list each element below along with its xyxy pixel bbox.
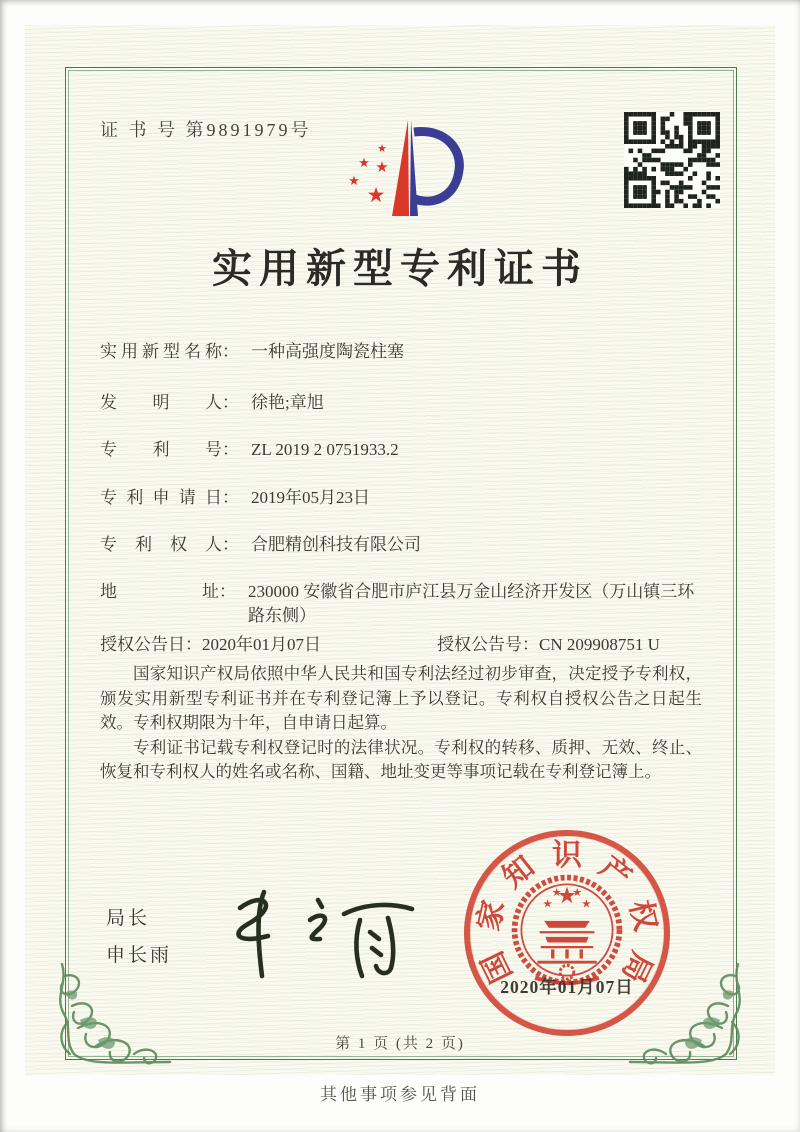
field-row-name: 实用新型名称 ： 一种高强度陶瓷柱塞 xyxy=(100,340,404,364)
field-label: 地址 xyxy=(100,582,219,601)
field-value: 合肥精创科技有限公司 xyxy=(251,535,421,554)
cnipa-logo-icon xyxy=(330,110,478,230)
field-value: 一种高强度陶瓷柱塞 xyxy=(251,342,404,361)
national-emblem-icon xyxy=(510,870,624,990)
grant-number: 授权公告号：CN 209908751 U xyxy=(437,635,660,654)
floral-corner-ornament-icon xyxy=(44,962,172,1080)
field-row-patentee: 专利权人 ： 合肥精创科技有限公司 xyxy=(100,533,421,557)
svg-text:★: ★ xyxy=(366,183,386,207)
svg-text:★: ★ xyxy=(348,174,360,189)
signer-name: 申长雨 xyxy=(106,945,173,966)
seal-date: 2020年01月07日 xyxy=(500,977,634,997)
document-title: 实用新型专利证书 xyxy=(212,246,588,291)
qr-code-icon xyxy=(624,112,720,208)
paragraph-grant-statement: 国家知识产权局依照中华人民共和国专利法经过初步审查，决定授予专利权，颁发实用新型专利证书并在专利登记簿上予以登记。专利权自授权公告之日起生效。专利权期限为十年，自申请日起算。 xyxy=(100,664,702,732)
field-value: 徐艳;章旭 xyxy=(251,393,324,412)
field-row-inventors: 发明人 ： 徐艳;章旭 xyxy=(100,391,324,415)
svg-text:★: ★ xyxy=(375,158,389,176)
field-value: ZL 2019 2 0751933.2 xyxy=(251,440,399,459)
back-note: 其他事项参见背面 xyxy=(320,1085,480,1104)
paragraph-register-statement: 专利证书记载专利权登记时的法律状况。专利权的转移、质押、无效、终止、恢复和专利权人的姓名或名称、国籍、地址变更等事项记载在专利登记簿上。 xyxy=(100,737,702,781)
cnipa-round-seal: 国 家 知 识 产 权 局 xyxy=(464,830,670,1036)
legal-paragraphs xyxy=(100,662,702,785)
field-row-filing-date: 专利申请日 ： 2019年05月23日 xyxy=(100,486,370,510)
certificate-number: 证 书 号 第9891979号 xyxy=(100,120,312,140)
field-label: 专利权人 xyxy=(100,535,222,554)
field-label: 发明人 xyxy=(100,393,222,412)
field-value: 230000 安徽省合肥市庐江县万金山经济开发区（万山镇三环路东侧） xyxy=(248,582,695,625)
grant-date: 授权公告日：2020年01月07日 xyxy=(100,635,321,654)
field-row-address: 地址 ： 230000 安徽省合肥市庐江县万金山经济开发区（万山镇三环路东侧） xyxy=(100,580,710,628)
signer-title: 局长 xyxy=(106,908,151,929)
svg-text:★: ★ xyxy=(358,156,370,171)
field-label: 专利申请日 xyxy=(100,488,222,507)
field-label: 实用新型名称 xyxy=(100,342,222,361)
field-value: 2019年05月23日 xyxy=(251,488,370,507)
field-row-patent-number: 专利号 ： ZL 2019 2 0751933.2 xyxy=(100,438,399,462)
page-number: 第 1 页 (共 2 页) xyxy=(335,1036,465,1052)
svg-text:★: ★ xyxy=(377,142,387,155)
field-label: 专利号 xyxy=(100,440,222,459)
handwritten-signature-icon xyxy=(212,878,432,986)
